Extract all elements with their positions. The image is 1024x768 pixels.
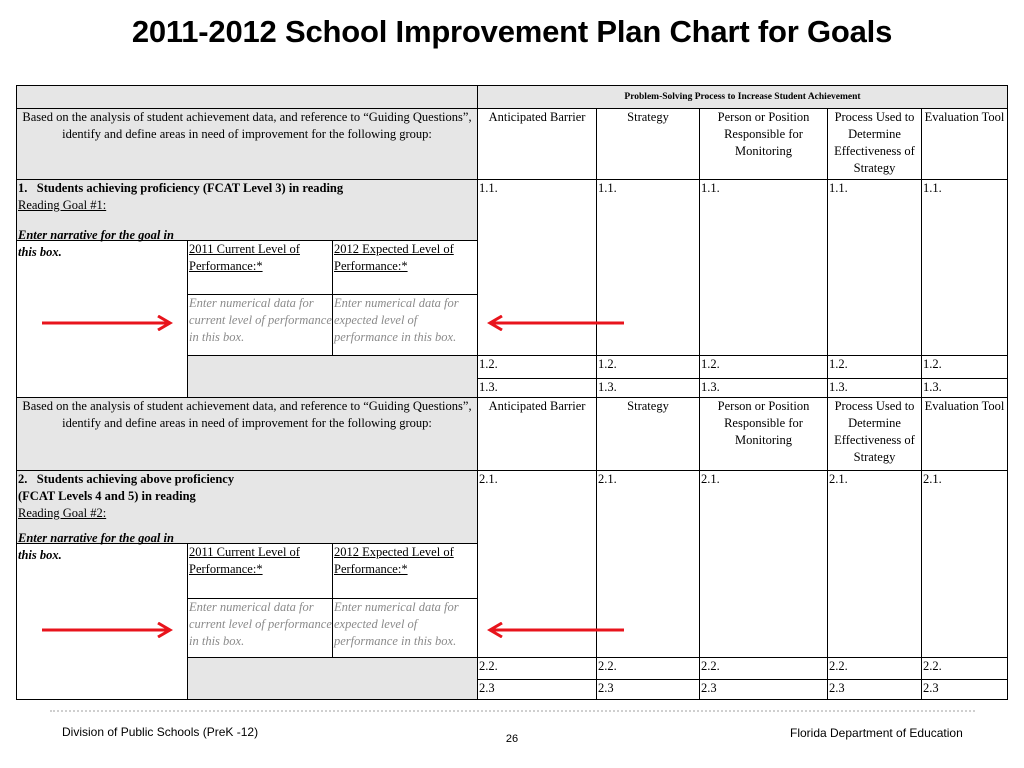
goal1-barrier-3[interactable]: 1.3. [478,379,597,398]
goal2-process-1[interactable]: 2.1. [828,471,922,658]
goal2-expected-input[interactable] [333,599,478,658]
footer-divider [50,710,975,712]
goal2-tool-1[interactable]: 2.1. [922,471,1008,658]
goal1-person-1[interactable]: 1.1. [700,180,828,356]
goal2-tool-2[interactable]: 2.2. [922,658,1008,680]
goal2-heading-line2: (FCAT Levels 4 and 5) in reading [18,489,196,503]
col-process-used: Process Used to Determine Effectiveness of Strategy [828,109,922,180]
goal1-person-3[interactable]: 1.3. [700,379,828,398]
goal1-process-3[interactable]: 1.3. [828,379,922,398]
goal1-heading: Students achieving proficiency (FCAT Level 3) in reading [36,181,344,195]
goal1-tool-1[interactable]: 1.1. [922,180,1008,356]
goal1-label: Reading Goal #1: [18,198,107,212]
goal2-strategy-2[interactable]: 2.2. [597,658,700,680]
goal2-process-3[interactable]: 2.3 [828,680,922,700]
goal1-tool-3[interactable]: 1.3. [922,379,1008,398]
col-person-responsible-2: Person or Position Responsible for Monitoring [700,398,828,471]
goal1-process-1[interactable]: 1.1. [828,180,922,356]
left-arrow-icon [484,622,624,638]
goal1-gray-cell [188,356,478,398]
goal2-barrier-3[interactable]: 2.3 [478,680,597,700]
footer-department: Florida Department of Education [790,726,963,740]
page-title: 2011-2012 School Improvement Plan Chart for Goals [131,14,893,49]
goal2-heading-line1: Students achieving above proficiency [36,472,235,486]
intro-text: Based on the analysis of student achievement data, and reference to “Guiding Questions”, identify and define areas in need of improvement for the following group: [17,109,478,180]
footer-division: Division of Public Schools (PreK -12) [62,725,259,739]
goal1-expected-input[interactable] [333,295,478,356]
right-arrow-icon [42,622,176,638]
goal1-expected-hint: Enter numerical data for expected level of performance in this box. [334,296,459,344]
col-evaluation-tool-2: Evaluation Tool [922,398,1008,471]
goal2-barrier-2[interactable]: 2.2. [478,658,597,680]
col-anticipated-barrier: Anticipated Barrier [478,109,597,180]
goal1-current-hint: Enter numerical data for current level of performance in this box. [189,296,332,344]
col-anticipated-barrier-2: Anticipated Barrier [478,398,597,471]
goal1-person-2[interactable]: 1.2. [700,356,828,379]
goal2-current-input[interactable] [188,599,333,658]
right-arrow-icon [42,315,176,331]
goal1-current-input[interactable] [188,295,333,356]
goal1-process-2[interactable]: 1.2. [828,356,922,379]
goal2-expected-hint: Enter numerical data for expected level of performance in this box. [334,600,459,648]
goal1-current-header: 2011 Current Level of Performance:* [188,241,333,295]
goal1-strategy-1[interactable]: 1.1. [597,180,700,356]
goal1-strategy-3[interactable]: 1.3. [597,379,700,398]
goal2-gray-cell [188,658,478,700]
goal1-number: 1. [18,181,28,195]
blank-header-cell [17,86,478,109]
goal2-label: Reading Goal #2: [18,506,107,520]
goal2-number: 2. [18,472,28,486]
goal2-person-2[interactable]: 2.2. [700,658,828,680]
left-arrow-icon [484,315,624,331]
col-process-used-2: Process Used to Determine Effectiveness of Strategy [828,398,922,471]
goal2-strategy-3[interactable]: 2.3 [597,680,700,700]
goal1-barrier-1[interactable]: 1.1. [478,180,597,356]
goal1-tool-2[interactable]: 1.2. [922,356,1008,379]
goal2-tool-3[interactable]: 2.3 [922,680,1008,700]
goal2-person-3[interactable]: 2.3 [700,680,828,700]
goal2-strategy-1[interactable]: 2.1. [597,471,700,658]
col-strategy-2: Strategy [597,398,700,471]
process-header: Problem-Solving Process to Increase Student Achievement [478,86,1008,109]
col-evaluation-tool: Evaluation Tool [922,109,1008,180]
goals-table [16,85,1008,700]
goal1-barrier-2[interactable]: 1.2. [478,356,597,379]
intro-text-2: Based on the analysis of student achievement data, and reference to “Guiding Questions”, identify and define areas in need of improvement for the following group: [17,398,478,471]
goal1-expected-header: 2012 Expected Level of Performance:* [333,241,478,295]
goal2-narrative[interactable]: Enter narrative for the goal in this box. [17,544,188,700]
goal2-current-header: 2011 Current Level of Performance:* [188,544,333,599]
goal2-current-hint: Enter numerical data for current level of performance in this box. [189,600,332,648]
goal1-strategy-2[interactable]: 1.2. [597,356,700,379]
col-person-responsible: Person or Position Responsible for Monitoring [700,109,828,180]
goal2-barrier-1[interactable]: 2.1. [478,471,597,658]
col-strategy: Strategy [597,109,700,180]
goal1-narrative[interactable]: Enter narrative for the goal in this box. [17,241,188,398]
page-number: 26 [505,733,519,745]
goal2-process-2[interactable]: 2.2. [828,658,922,680]
goal2-person-1[interactable]: 2.1. [700,471,828,658]
goal2-expected-header: 2012 Expected Level of Performance:* [333,544,478,599]
